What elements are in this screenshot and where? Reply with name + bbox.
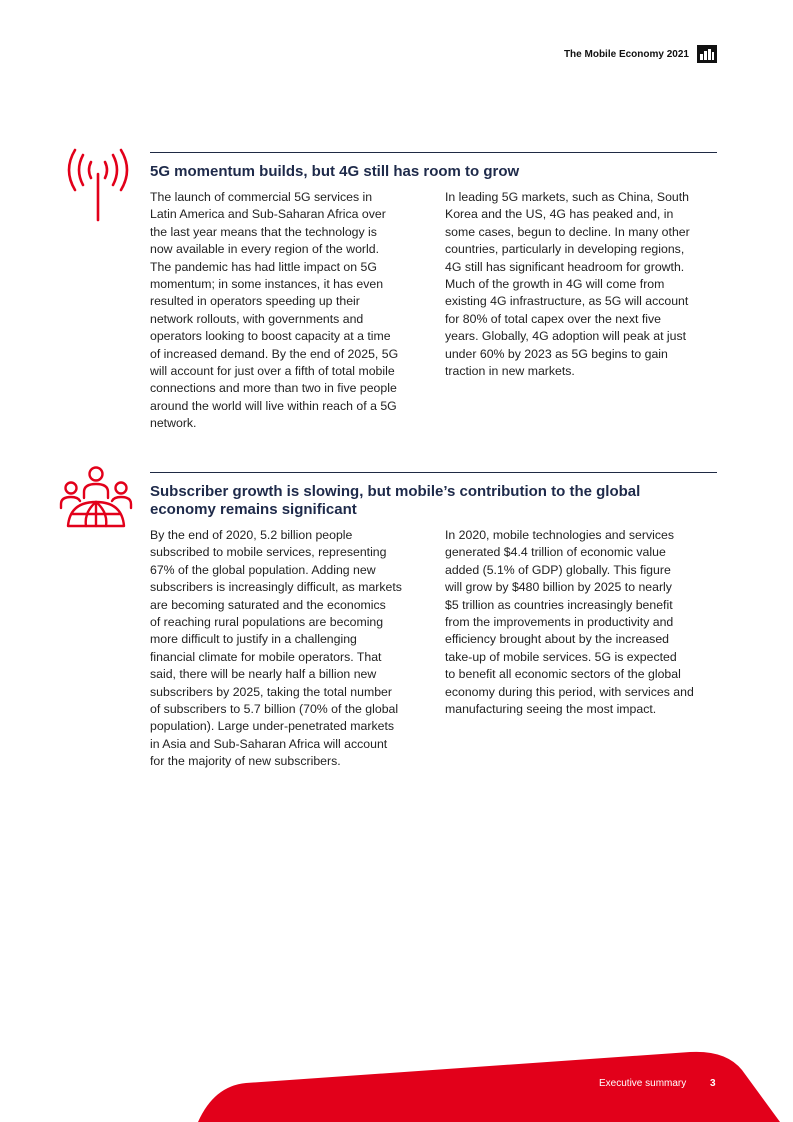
column-right <box>445 527 717 771</box>
text-line: connections and more than two in five people <box>150 381 397 396</box>
text-line: Latin America and Sub-Saharan Africa over <box>150 207 386 222</box>
text-line: $5 trillion as countries increasingly benefit <box>445 597 673 612</box>
text-line: Much of the growth in 4G will come from <box>445 277 665 292</box>
text-line: In leading 5G markets, such as China, South <box>445 190 690 204</box>
text-line: subscribers by 2025, taking the total number <box>150 684 392 699</box>
section-divider <box>150 472 717 473</box>
text-line: for the majority of new subscribers. <box>150 754 341 769</box>
text-line: financial climate for mobile operators. That <box>150 649 382 664</box>
section-title-line: economy remains significant <box>150 501 357 518</box>
text-line: said, there will be nearly half a billion new <box>150 667 377 682</box>
column-right <box>445 189 717 433</box>
text-line: operators looking to boost capacity at a time <box>150 329 391 344</box>
section-divider <box>150 152 717 153</box>
text-line: network. <box>150 416 197 431</box>
section-title-line: Subscriber growth is slowing, but mobile’s contribution to the global <box>150 483 641 500</box>
section-subscriber-growth <box>150 472 717 771</box>
text-line: generated $4.4 trillion of economic value <box>445 545 666 560</box>
text-line: years. Globally, 4G adoption will peak at just <box>445 329 687 344</box>
text-line: The pandemic has had little impact on 5G <box>150 259 377 274</box>
text-line: subscribed to mobile services, representing <box>150 545 387 560</box>
text-line: more difficult to justify in a challenging <box>150 632 357 647</box>
text-line: economy during this period, with services and <box>445 684 694 699</box>
section-title <box>150 483 717 519</box>
text-line: from the improvements in productivity and <box>445 615 674 630</box>
text-line: 67% of the global population. Adding new <box>150 562 376 577</box>
text-line: Korea and the US, 4G has peaked and, in <box>445 207 674 222</box>
text-line: to benefit all economic sectors of the global <box>445 667 681 682</box>
text-line: will grow by $480 billion by 2025 to nearly <box>445 580 672 595</box>
page-number: 3 <box>710 1078 716 1089</box>
text-line: in Asia and Sub-Saharan Africa will account <box>150 736 388 751</box>
text-line: In 2020, mobile technologies and services <box>445 528 674 542</box>
text-line: manufacturing seeing the most impact. <box>445 702 657 717</box>
text-line: the last year means that the technology is <box>150 224 377 239</box>
section-5g-momentum <box>150 152 717 433</box>
footer-section-label: Executive summary <box>599 1078 687 1089</box>
text-line: under 60% by 2023 as 5G begins to gain <box>445 346 668 361</box>
column-left <box>150 527 420 771</box>
text-line: now available in every region of the world. <box>150 242 379 257</box>
text-line: of increased demand. By the end of 2025, 5G <box>150 346 399 361</box>
text-line: 4G still has significant headroom for growth. <box>445 259 685 274</box>
column-left <box>150 189 420 433</box>
text-line: traction in new markets. <box>445 364 575 379</box>
text-line: network rollouts, with governments and <box>150 311 364 326</box>
signal-antenna-icon <box>60 148 136 224</box>
text-line: countries, particularly in developing regions, <box>445 242 685 257</box>
text-line: momentum; in some instances, it has even <box>150 277 384 292</box>
text-line: The launch of commercial 5G services in <box>150 190 373 204</box>
header-title: The Mobile Economy 2021 <box>563 48 689 60</box>
text-line: By the end of 2020, 5.2 billion people <box>150 528 353 542</box>
text-line: will account for just over a fifth of total mobile <box>150 364 395 379</box>
text-line: are becoming saturated and the economics <box>150 597 386 612</box>
gsma-logo-icon <box>697 45 717 63</box>
text-line: added (5.1% of GDP) globally. This figure <box>445 562 671 577</box>
text-line: subscribers is increasingly difficult, as markets <box>150 580 402 595</box>
text-line: resulted in operators speeding up their <box>150 294 360 309</box>
page-header <box>564 44 717 64</box>
text-line: of subscribers to 5.7 billion (70% of the global <box>150 702 399 717</box>
text-line: population). Large under-penetrated markets <box>150 719 395 734</box>
text-line: around the world will live within reach of a 5G <box>150 398 397 413</box>
text-line: efficiency brought about by the increased <box>445 632 669 647</box>
text-line: existing 4G infrastructure, as 5G will account <box>445 294 689 309</box>
text-line: some cases, begun to decline. In many other <box>445 224 690 239</box>
text-line: of reaching rural populations are becoming <box>150 615 384 630</box>
text-line: for 80% of total capex over the next five <box>445 311 662 326</box>
people-globe-icon <box>58 464 134 530</box>
section-title: 5G momentum builds, but 4G still has room to grow <box>150 163 520 180</box>
text-line: take-up of mobile services. 5G is expected <box>445 649 677 664</box>
